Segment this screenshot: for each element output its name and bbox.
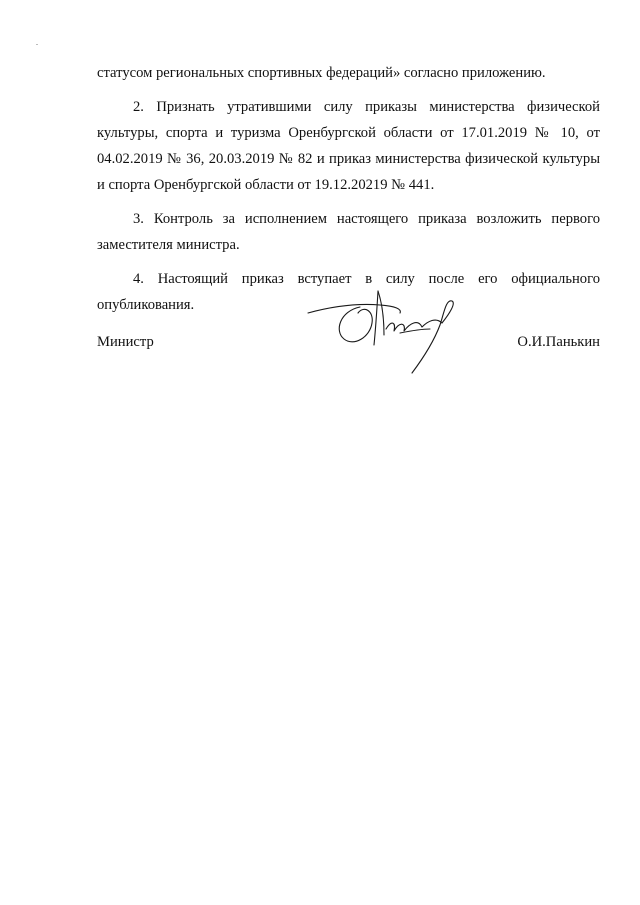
paragraph-1-continuation: статусом региональных спортивных федераций» согласно приложению. (97, 65, 546, 81)
scan-artifact (36, 44, 38, 45)
signer-name: О.И.Панькин (517, 334, 600, 350)
paragraph-4-effective: 4. Настоящий приказ вступает в силу после его официального опубликования. (97, 271, 600, 313)
paragraph-3-control: 3. Контроль за исполнением настоящего приказа возложить первого заместителя министра. (97, 211, 600, 253)
signer-title: Министр (97, 334, 154, 350)
paragraph-2-repeal: 2. Признать утратившими силу приказы министерства физической культуры, спорта и туризма Оренбургской области от 17.01.2019 № 10, от 04.02.2019 № 36, 20.03.2019 № 82 и приказ министерства физической культуры и спорта Оренбургской области от 19.12.20219 № 441. (97, 99, 600, 193)
signature-block (97, 329, 600, 355)
